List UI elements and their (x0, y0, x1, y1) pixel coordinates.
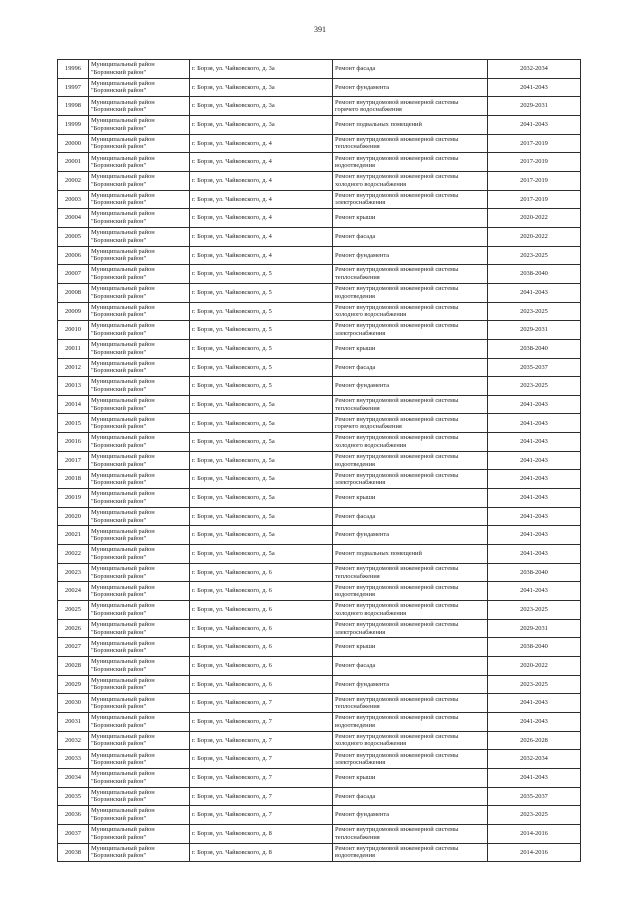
municipality-cell: Муниципальный район "Борзинский район" (89, 153, 190, 172)
period-cell: 2023-2025 (488, 377, 581, 396)
period-cell: 2041-2043 (488, 115, 581, 134)
table-row (58, 694, 581, 713)
address-cell: г. Борзя, ул. Чайковского, д. 5 (190, 358, 333, 377)
municipality-cell: Муниципальный район "Борзинский район" (89, 806, 190, 825)
period-cell: 2023-2025 (488, 302, 581, 321)
table-row (58, 824, 581, 843)
work-type-cell: Ремонт внутридомовой инженерной системы холодного водоснабжения (333, 433, 488, 452)
municipality-cell: Муниципальный район "Борзинский район" (89, 283, 190, 302)
work-type-cell: Ремонт внутридомовой инженерной системы холодного водоснабжения (333, 601, 488, 620)
table-row (58, 97, 581, 116)
row-number-cell: 20033 (58, 750, 89, 769)
work-type-cell: Ремонт внутридомовой инженерной системы теплоснабжения (333, 824, 488, 843)
municipality-cell: Муниципальный район "Борзинский район" (89, 619, 190, 638)
work-type-cell: Ремонт внутридомовой инженерной системы электроснабжения (333, 619, 488, 638)
row-number-cell: 20032 (58, 731, 89, 750)
work-type-cell: Ремонт внутридомовой инженерной системы холодного водоснабжения (333, 731, 488, 750)
municipality-cell: Муниципальный район "Борзинский район" (89, 97, 190, 116)
table-row (58, 638, 581, 657)
work-type-cell: Ремонт фундамента (333, 78, 488, 97)
period-cell: 2029-2031 (488, 321, 581, 340)
municipality-cell: Муниципальный район "Борзинский район" (89, 563, 190, 582)
work-type-cell: Ремонт фундамента (333, 806, 488, 825)
row-number-cell: 20017 (58, 451, 89, 470)
address-cell: г. Борзя, ул. Чайковского, д. 5а (190, 526, 333, 545)
table-row (58, 657, 581, 676)
work-type-cell: Ремонт внутридомовой инженерной системы холодного водоснабжения (333, 302, 488, 321)
period-cell: 2020-2022 (488, 227, 581, 246)
work-type-cell: Ремонт внутридомовой инженерной системы горячего водоснабжения (333, 414, 488, 433)
work-type-cell: Ремонт фасада (333, 227, 488, 246)
period-cell: 2023-2025 (488, 601, 581, 620)
table-row (58, 265, 581, 284)
row-number-cell: 20037 (58, 824, 89, 843)
address-cell: г. Борзя, ул. Чайковского, д. 6 (190, 638, 333, 657)
table-row (58, 283, 581, 302)
table-row (58, 227, 581, 246)
period-cell: 2017-2019 (488, 171, 581, 190)
municipality-cell: Муниципальный район "Борзинский район" (89, 787, 190, 806)
municipality-cell: Муниципальный район "Борзинский район" (89, 227, 190, 246)
work-type-cell: Ремонт фасада (333, 507, 488, 526)
address-cell: г. Борзя, ул. Чайковского, д. 4 (190, 227, 333, 246)
row-number-cell: 20038 (58, 843, 89, 862)
table-row (58, 601, 581, 620)
work-type-cell: Ремонт крыши (333, 489, 488, 508)
municipality-cell: Муниципальный район "Борзинский район" (89, 433, 190, 452)
period-cell: 2035-2037 (488, 787, 581, 806)
municipality-cell: Муниципальный район "Борзинский район" (89, 731, 190, 750)
address-cell: г. Борзя, ул. Чайковского, д. 8 (190, 843, 333, 862)
table-row (58, 153, 581, 172)
work-type-cell: Ремонт внутридомовой инженерной системы электроснабжения (333, 750, 488, 769)
address-cell: г. Борзя, ул. Чайковского, д. 4 (190, 209, 333, 228)
table-row (58, 451, 581, 470)
table-row (58, 582, 581, 601)
work-type-cell: Ремонт внутридомовой инженерной системы теплоснабжения (333, 563, 488, 582)
municipality-cell: Муниципальный район "Борзинский район" (89, 60, 190, 79)
municipality-cell: Муниципальный район "Борзинский район" (89, 171, 190, 190)
row-number-cell: 20004 (58, 209, 89, 228)
table-row (58, 750, 581, 769)
work-type-cell: Ремонт внутридомовой инженерной системы водоотведения (333, 843, 488, 862)
period-cell: 2041-2043 (488, 489, 581, 508)
municipality-cell: Муниципальный район "Борзинский район" (89, 190, 190, 209)
row-number-cell: 20006 (58, 246, 89, 265)
period-cell: 2041-2043 (488, 451, 581, 470)
work-type-cell: Ремонт фасада (333, 60, 488, 79)
row-number-cell: 20011 (58, 339, 89, 358)
address-cell: г. Борзя, ул. Чайковского, д. 5а (190, 451, 333, 470)
period-cell: 2020-2022 (488, 657, 581, 676)
work-type-cell: Ремонт внутридомовой инженерной системы горячего водоснабжения (333, 97, 488, 116)
municipality-cell: Муниципальный район "Борзинский район" (89, 675, 190, 694)
work-type-cell: Ремонт крыши (333, 209, 488, 228)
address-cell: г. Борзя, ул. Чайковского, д. 5 (190, 302, 333, 321)
row-number-cell: 20035 (58, 787, 89, 806)
row-number-cell: 20020 (58, 507, 89, 526)
period-cell: 2023-2025 (488, 675, 581, 694)
work-type-cell: Ремонт внутридомовой инженерной системы электроснабжения (333, 321, 488, 340)
period-cell: 2032-2034 (488, 60, 581, 79)
table-row (58, 526, 581, 545)
address-cell: г. Борзя, ул. Чайковского, д. 5а (190, 545, 333, 564)
work-type-cell: Ремонт внутридомовой инженерной системы электроснабжения (333, 190, 488, 209)
table-row (58, 190, 581, 209)
municipality-cell: Муниципальный район "Борзинский район" (89, 395, 190, 414)
row-number-cell: 20010 (58, 321, 89, 340)
address-cell: г. Борзя, ул. Чайковского, д. 4 (190, 134, 333, 153)
work-type-cell: Ремонт внутридомовой инженерной системы водоотведения (333, 712, 488, 731)
period-cell: 2029-2031 (488, 97, 581, 116)
work-type-cell: Ремонт внутридомовой инженерной системы электроснабжения (333, 470, 488, 489)
period-cell: 2017-2019 (488, 134, 581, 153)
municipality-cell: Муниципальный район "Борзинский район" (89, 209, 190, 228)
row-number-cell: 20034 (58, 768, 89, 787)
municipality-cell: Муниципальный район "Борзинский район" (89, 694, 190, 713)
municipality-cell: Муниципальный район "Борзинский район" (89, 115, 190, 134)
row-number-cell: 20024 (58, 582, 89, 601)
table-row (58, 115, 581, 134)
address-cell: г. Борзя, ул. Чайковского, д. 4 (190, 171, 333, 190)
address-cell: г. Борзя, ул. Чайковского, д. 7 (190, 787, 333, 806)
table-row (58, 768, 581, 787)
row-number-cell: 19996 (58, 60, 89, 79)
table-row (58, 545, 581, 564)
table-row (58, 619, 581, 638)
table-row (58, 358, 581, 377)
municipality-cell: Муниципальный район "Борзинский район" (89, 545, 190, 564)
row-number-cell: 20007 (58, 265, 89, 284)
period-cell: 2041-2043 (488, 470, 581, 489)
address-cell: г. Борзя, ул. Чайковского, д. 6 (190, 563, 333, 582)
table-row (58, 134, 581, 153)
table-row (58, 395, 581, 414)
address-cell: г. Борзя, ул. Чайковского, д. 4 (190, 190, 333, 209)
page-number: 391 (314, 25, 326, 34)
table-row (58, 433, 581, 452)
period-cell: 2017-2019 (488, 190, 581, 209)
work-type-cell: Ремонт фасада (333, 358, 488, 377)
table-row (58, 339, 581, 358)
address-cell: г. Борзя, ул. Чайковского, д. 6 (190, 601, 333, 620)
period-cell: 2041-2043 (488, 712, 581, 731)
work-type-cell: Ремонт внутридомовой инженерной системы теплоснабжения (333, 134, 488, 153)
municipality-cell: Муниципальный район "Борзинский район" (89, 339, 190, 358)
work-type-cell: Ремонт подвальных помещений (333, 115, 488, 134)
row-number-cell: 20002 (58, 171, 89, 190)
work-type-cell: Ремонт внутридомовой инженерной системы теплоснабжения (333, 265, 488, 284)
period-cell: 2041-2043 (488, 78, 581, 97)
municipality-cell: Муниципальный район "Борзинский район" (89, 657, 190, 676)
municipality-cell: Муниципальный район "Борзинский район" (89, 824, 190, 843)
period-cell: 2041-2043 (488, 283, 581, 302)
work-type-cell: Ремонт внутридомовой инженерной системы теплоснабжения (333, 694, 488, 713)
period-cell: 2041-2043 (488, 507, 581, 526)
address-cell: г. Борзя, ул. Чайковского, д. 7 (190, 768, 333, 787)
municipality-cell: Муниципальный район "Борзинский район" (89, 134, 190, 153)
work-type-cell: Ремонт крыши (333, 638, 488, 657)
municipality-cell: Муниципальный район "Борзинский район" (89, 768, 190, 787)
work-type-cell: Ремонт внутридомовой инженерной системы холодного водоснабжения (333, 171, 488, 190)
table-row (58, 675, 581, 694)
municipality-cell: Муниципальный район "Борзинский район" (89, 302, 190, 321)
row-number-cell: 20021 (58, 526, 89, 545)
municipality-cell: Муниципальный район "Борзинский район" (89, 78, 190, 97)
period-cell: 2014-2016 (488, 824, 581, 843)
table-row (58, 731, 581, 750)
address-cell: г. Борзя, ул. Чайковского, д. 7 (190, 731, 333, 750)
municipality-cell: Муниципальный район "Борзинский район" (89, 507, 190, 526)
address-cell: г. Борзя, ул. Чайковского, д. 5 (190, 339, 333, 358)
address-cell: г. Борзя, ул. Чайковского, д. 7 (190, 750, 333, 769)
address-cell: г. Борзя, ул. Чайковского, д. 5а (190, 395, 333, 414)
row-number-cell: 20031 (58, 712, 89, 731)
row-number-cell: 20019 (58, 489, 89, 508)
municipality-cell: Муниципальный район "Борзинский район" (89, 414, 190, 433)
municipality-cell: Муниципальный район "Борзинский район" (89, 246, 190, 265)
row-number-cell: 20000 (58, 134, 89, 153)
address-cell: г. Борзя, ул. Чайковского, д. 3а (190, 78, 333, 97)
work-type-cell: Ремонт внутридомовой инженерной системы теплоснабжения (333, 395, 488, 414)
table-row (58, 470, 581, 489)
period-cell: 2038-2040 (488, 339, 581, 358)
address-cell: г. Борзя, ул. Чайковского, д. 5а (190, 433, 333, 452)
repair-schedule-table (57, 59, 581, 862)
row-number-cell: 20030 (58, 694, 89, 713)
address-cell: г. Борзя, ул. Чайковского, д. 3а (190, 115, 333, 134)
table-row (58, 712, 581, 731)
address-cell: г. Борзя, ул. Чайковского, д. 7 (190, 712, 333, 731)
table-row (58, 60, 581, 79)
row-number-cell: 20013 (58, 377, 89, 396)
municipality-cell: Муниципальный район "Борзинский район" (89, 582, 190, 601)
row-number-cell: 19998 (58, 97, 89, 116)
period-cell: 2041-2043 (488, 694, 581, 713)
period-cell: 2041-2043 (488, 395, 581, 414)
work-type-cell: Ремонт фасада (333, 787, 488, 806)
address-cell: г. Борзя, ул. Чайковского, д. 5 (190, 265, 333, 284)
work-type-cell: Ремонт крыши (333, 339, 488, 358)
work-type-cell: Ремонт внутридомовой инженерной системы водоотведения (333, 451, 488, 470)
work-type-cell: Ремонт фундамента (333, 246, 488, 265)
period-cell: 2035-2037 (488, 358, 581, 377)
row-number-cell: 19997 (58, 78, 89, 97)
work-type-cell: Ремонт фасада (333, 657, 488, 676)
municipality-cell: Муниципальный район "Борзинский район" (89, 358, 190, 377)
table-row (58, 302, 581, 321)
table-row (58, 414, 581, 433)
table-row (58, 806, 581, 825)
address-cell: г. Борзя, ул. Чайковского, д. 5 (190, 377, 333, 396)
address-cell: г. Борзя, ул. Чайковского, д. 3а (190, 60, 333, 79)
row-number-cell: 20016 (58, 433, 89, 452)
address-cell: г. Борзя, ул. Чайковского, д. 6 (190, 582, 333, 601)
row-number-cell: 20026 (58, 619, 89, 638)
work-type-cell: Ремонт фундамента (333, 377, 488, 396)
work-type-cell: Ремонт крыши (333, 768, 488, 787)
period-cell: 2041-2043 (488, 414, 581, 433)
work-type-cell: Ремонт внутридомовой инженерной системы водоотведения (333, 283, 488, 302)
row-number-cell: 20018 (58, 470, 89, 489)
row-number-cell: 20015 (58, 414, 89, 433)
work-type-cell: Ремонт внутридомовой инженерной системы водоотведения (333, 582, 488, 601)
municipality-cell: Муниципальный район "Борзинский район" (89, 638, 190, 657)
table-row (58, 507, 581, 526)
row-number-cell: 20001 (58, 153, 89, 172)
period-cell: 2038-2040 (488, 563, 581, 582)
period-cell: 2041-2043 (488, 768, 581, 787)
municipality-cell: Муниципальный район "Борзинский район" (89, 377, 190, 396)
table-row (58, 489, 581, 508)
period-cell: 2029-2031 (488, 619, 581, 638)
municipality-cell: Муниципальный район "Борзинский район" (89, 265, 190, 284)
period-cell: 2026-2028 (488, 731, 581, 750)
municipality-cell: Муниципальный район "Борзинский район" (89, 601, 190, 620)
table-row (58, 377, 581, 396)
address-cell: г. Борзя, ул. Чайковского, д. 5а (190, 507, 333, 526)
table-body (58, 60, 581, 862)
municipality-cell: Муниципальный район "Борзинский район" (89, 526, 190, 545)
address-cell: г. Борзя, ул. Чайковского, д. 5а (190, 414, 333, 433)
address-cell: г. Борзя, ул. Чайковского, д. 5а (190, 470, 333, 489)
row-number-cell: 20009 (58, 302, 89, 321)
address-cell: г. Борзя, ул. Чайковского, д. 5а (190, 489, 333, 508)
table-row (58, 321, 581, 340)
address-cell: г. Борзя, ул. Чайковского, д. 5 (190, 283, 333, 302)
work-type-cell: Ремонт подвальных помещений (333, 545, 488, 564)
municipality-cell: Муниципальный район "Борзинский район" (89, 712, 190, 731)
work-type-cell: Ремонт внутридомовой инженерной системы водоотведения (333, 153, 488, 172)
period-cell: 2038-2040 (488, 638, 581, 657)
period-cell: 2041-2043 (488, 526, 581, 545)
address-cell: г. Борзя, ул. Чайковского, д. 6 (190, 657, 333, 676)
address-cell: г. Борзя, ул. Чайковского, д. 4 (190, 246, 333, 265)
municipality-cell: Муниципальный район "Борзинский район" (89, 470, 190, 489)
municipality-cell: Муниципальный район "Борзинский район" (89, 321, 190, 340)
address-cell: г. Борзя, ул. Чайковского, д. 6 (190, 619, 333, 638)
address-cell: г. Борзя, ул. Чайковского, д. 6 (190, 675, 333, 694)
table-row (58, 843, 581, 862)
table-row (58, 787, 581, 806)
row-number-cell: 20014 (58, 395, 89, 414)
work-type-cell: Ремонт фундамента (333, 526, 488, 545)
table-row (58, 209, 581, 228)
municipality-cell: Муниципальный район "Борзинский район" (89, 750, 190, 769)
period-cell: 2020-2022 (488, 209, 581, 228)
row-number-cell: 20027 (58, 638, 89, 657)
address-cell: г. Борзя, ул. Чайковского, д. 5 (190, 321, 333, 340)
municipality-cell: Муниципальный район "Борзинский район" (89, 843, 190, 862)
municipality-cell: Муниципальный район "Борзинский район" (89, 489, 190, 508)
row-number-cell: 20012 (58, 358, 89, 377)
period-cell: 2041-2043 (488, 433, 581, 452)
row-number-cell: 20028 (58, 657, 89, 676)
address-cell: г. Борзя, ул. Чайковского, д. 8 (190, 824, 333, 843)
table-row (58, 171, 581, 190)
address-cell: г. Борзя, ул. Чайковского, д. 7 (190, 806, 333, 825)
row-number-cell: 20005 (58, 227, 89, 246)
period-cell: 2041-2043 (488, 545, 581, 564)
row-number-cell: 20025 (58, 601, 89, 620)
period-cell: 2038-2040 (488, 265, 581, 284)
period-cell: 2023-2025 (488, 806, 581, 825)
row-number-cell: 20003 (58, 190, 89, 209)
address-cell: г. Борзя, ул. Чайковского, д. 7 (190, 694, 333, 713)
work-type-cell: Ремонт фундамента (333, 675, 488, 694)
row-number-cell: 20022 (58, 545, 89, 564)
row-number-cell: 20008 (58, 283, 89, 302)
period-cell: 2023-2025 (488, 246, 581, 265)
row-number-cell: 20029 (58, 675, 89, 694)
row-number-cell: 20036 (58, 806, 89, 825)
period-cell: 2032-2034 (488, 750, 581, 769)
period-cell: 2014-2016 (488, 843, 581, 862)
table-row (58, 563, 581, 582)
period-cell: 2017-2019 (488, 153, 581, 172)
table-row (58, 246, 581, 265)
address-cell: г. Борзя, ул. Чайковского, д. 3а (190, 97, 333, 116)
table-row (58, 78, 581, 97)
address-cell: г. Борзя, ул. Чайковского, д. 4 (190, 153, 333, 172)
row-number-cell: 20023 (58, 563, 89, 582)
period-cell: 2041-2043 (488, 582, 581, 601)
row-number-cell: 19999 (58, 115, 89, 134)
municipality-cell: Муниципальный район "Борзинский район" (89, 451, 190, 470)
